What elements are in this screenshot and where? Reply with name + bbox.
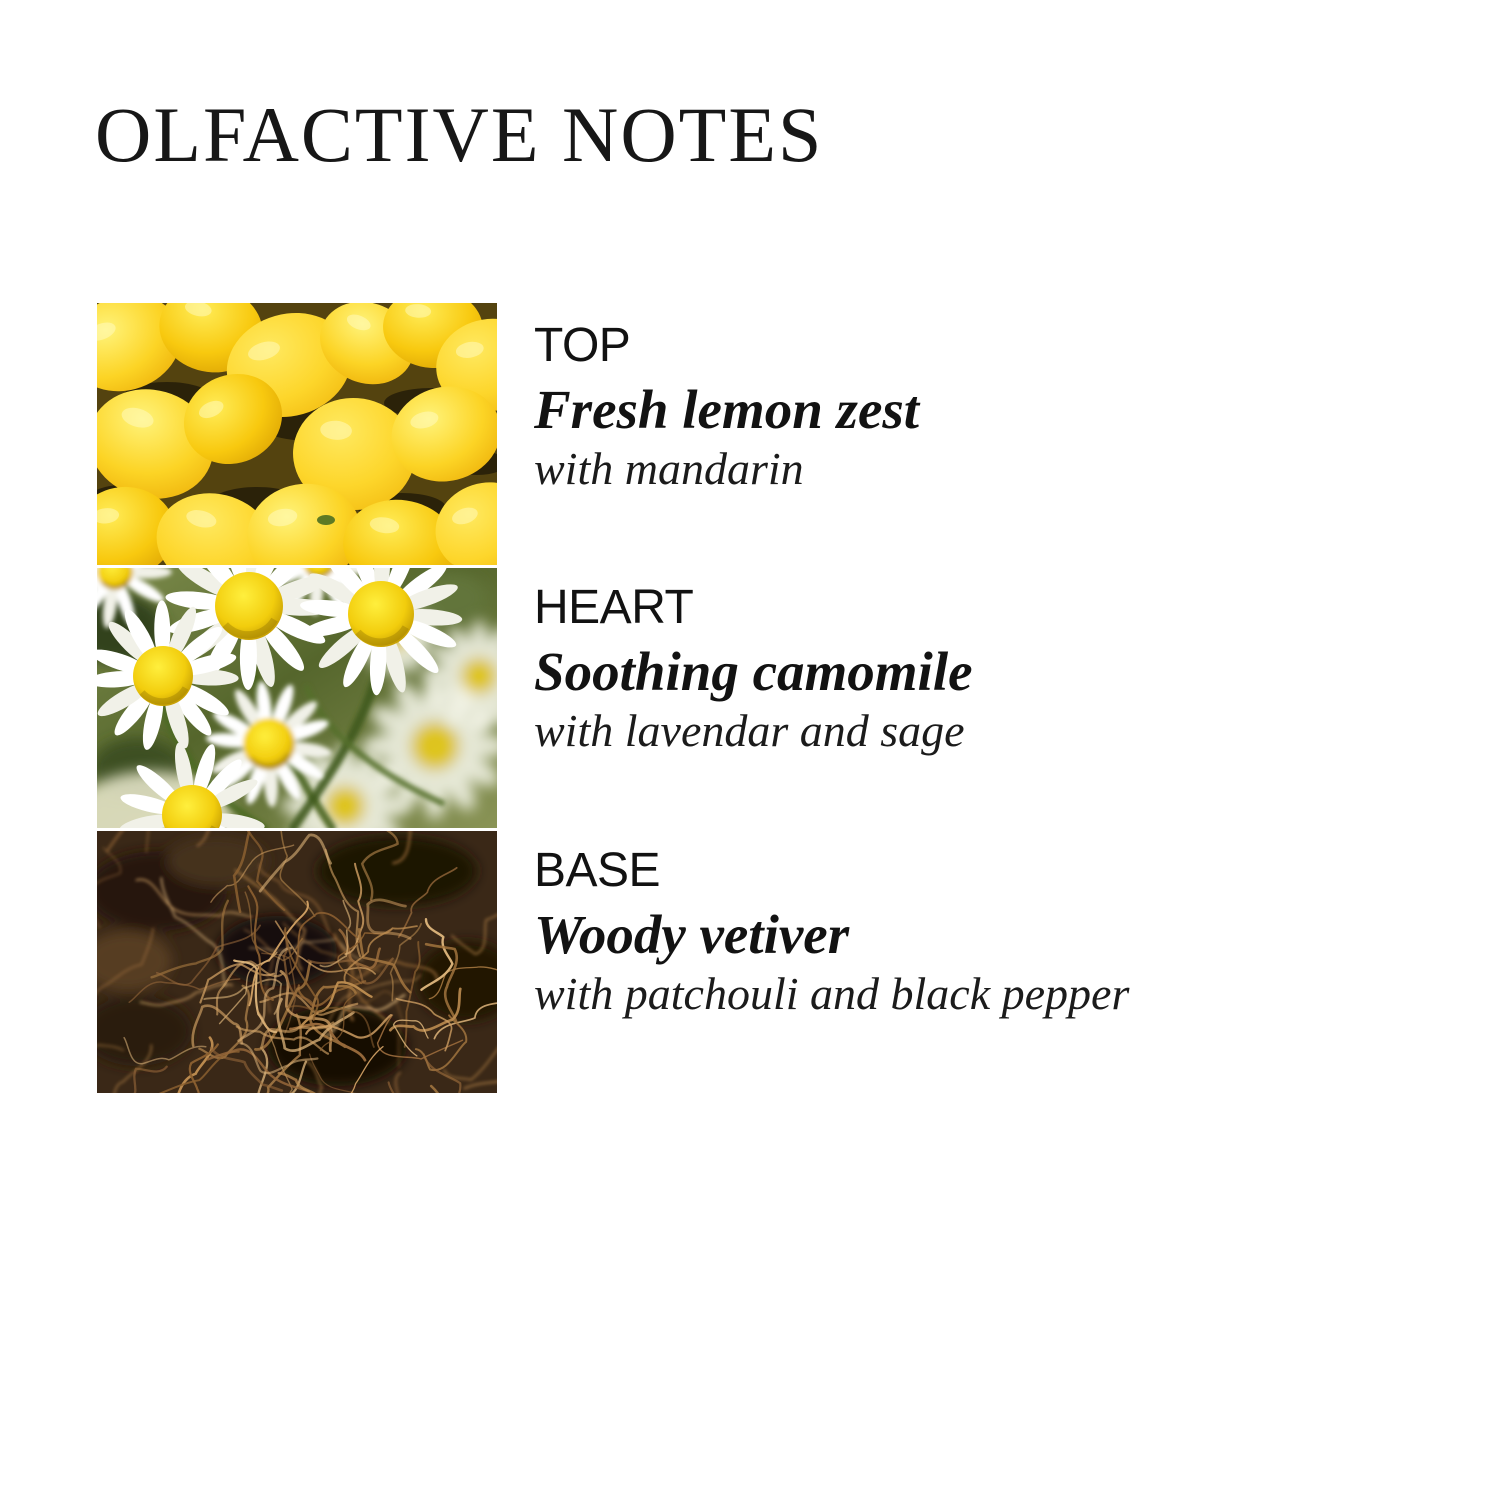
note-heart — [534, 581, 1464, 756]
lemons-illustration — [97, 303, 497, 565]
note-base-headline: Woody vetiver — [534, 904, 850, 965]
note-top-headline: Fresh lemon zest — [534, 379, 920, 440]
note-top — [534, 319, 1464, 494]
note-top-detail: with mandarin — [534, 443, 804, 494]
page-title: OLFACTIVE NOTES — [95, 91, 824, 178]
note-base-label: BASE — [534, 844, 661, 897]
camomile-photo — [97, 568, 497, 828]
note-base-detail: with patchouli and black pepper — [534, 968, 1130, 1019]
vetiver-photo — [97, 831, 497, 1093]
lemons-photo — [97, 303, 497, 565]
note-base — [534, 844, 1464, 1019]
vetiver-illustration — [97, 831, 497, 1093]
note-image-stack — [97, 303, 497, 1093]
camomile-illustration — [97, 568, 497, 828]
note-heart-detail: with lavendar and sage — [534, 705, 965, 756]
note-top-label: TOP — [534, 319, 631, 372]
note-heart-label: HEART — [534, 581, 694, 634]
note-heart-headline: Soothing camomile — [534, 641, 973, 702]
